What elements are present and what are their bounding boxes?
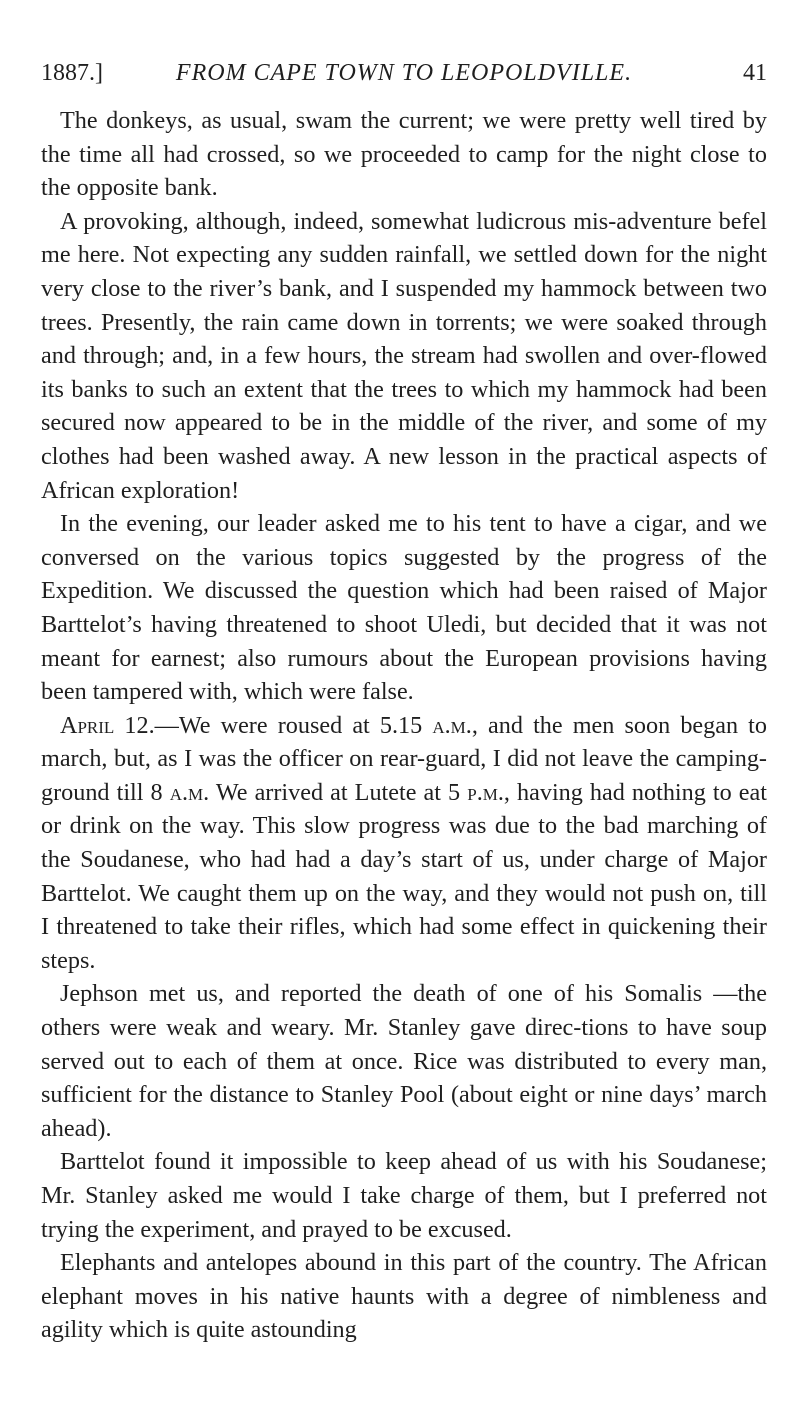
paragraph-1: The donkeys, as usual, swam the current; we were pretty well tired by the time all had crossed, so we proceeded to camp for the night close to the opposite bank.: [41, 107, 767, 202]
body-text: [41, 104, 767, 1347]
book-page: [41, 58, 767, 1347]
paragraph-elephants: Elephants and antelopes abound in this part of the country. The African elephant moves in his native haunts with a degree of nimbleness and agility which is quite astounding: [41, 1249, 767, 1344]
paragraph-2: A provoking, although, indeed, somewhat ludicrous mis-adventure befel me here. Not expecting any sudden rainfall, we settled down for the night very close to the river’s bank, and I suspended my hammock between two trees. Presently, the rain came down in torrents; we were soaked through and through; and, in a few hours, the stream had swollen and over-flowed its banks to such an extent that the trees to which my hammock had been secured now appeared to be in the middle of the river, and some of my clothes had been washed away. A new lesson in the practical aspects of African exploration!: [41, 207, 767, 504]
header-year: 1887.]: [41, 60, 103, 86]
paragraph-3: In the evening, our leader asked me to his tent to have a cigar, and we conversed on the various topics suggested by the progress of the Expedition. We discussed the question which had been raised of Major Barttelot’s having threatened to shoot Uledi, but decided that it was not meant for earnest; also rumours about the European provisions having been tampered with, which were false.: [41, 510, 767, 706]
april-text-1: —We were roused at 5.15: [154, 711, 433, 739]
time-pm-1: p.m.: [467, 778, 504, 806]
header-title: FROM CAPE TOWN TO LEOPOLDVILLE.: [175, 60, 633, 86]
date-april-12: April 12.: [60, 711, 155, 739]
april-text-3: We arrived at Lutete at 5: [209, 778, 468, 806]
paragraph-april-12: [41, 709, 767, 978]
paragraph-jephson: Jephson met us, and reported the death of one of his Somalis —the others were weak and weary. Mr. Stanley gave direc-tions to have soup served out to each of them at once. Rice was distributed to every man, sufficient for the distance to Stanley Pool (about eight or nine days’ march ahead).: [41, 980, 767, 1142]
paragraph-barttelot: Barttelot found it impossible to keep ahead of us with his Soudanese; Mr. Stanley asked me would I take charge of them, but I preferred not trying the experiment, and prayed to be excused.: [41, 1148, 767, 1243]
page-number: 41: [743, 60, 767, 86]
time-am-2: a.m.: [169, 778, 210, 806]
running-head: [41, 58, 767, 88]
april-text-4: , having had nothing to eat or drink on the way. This slow progress was due to the bad marching of the Soudanese, who had had a day’s start of us, under charge of Major Barttelot. We caught them up on the way, and they would not push on, till I threatened to take their rifles, which had some effect in quickening their steps.: [41, 778, 768, 974]
time-am-1: a.m.: [432, 711, 472, 739]
april-text-2: , and the men soon began to march, but, as I was the officer on rear-guard, I did not leave the camping-ground till 8: [41, 711, 768, 806]
